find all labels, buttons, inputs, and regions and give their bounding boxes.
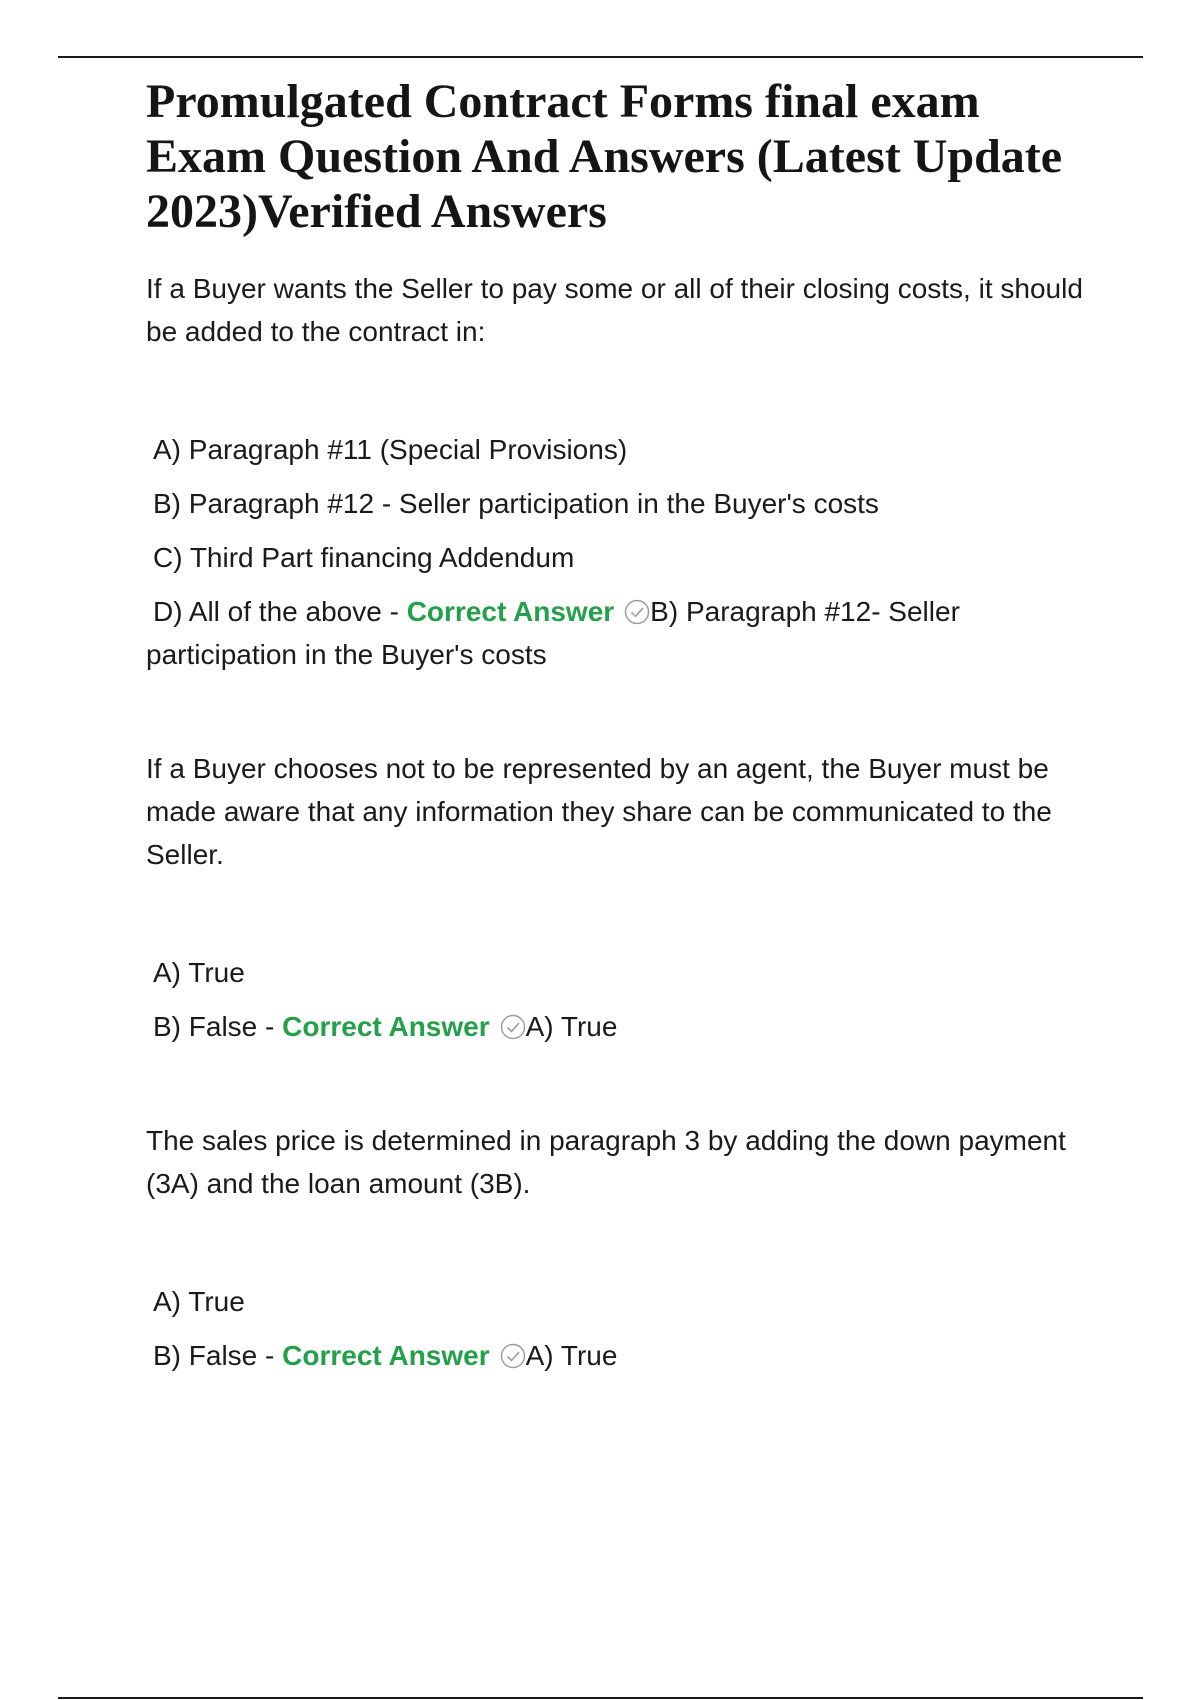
top-rule <box>58 56 1143 58</box>
question-text: The sales price is determined in paragraph 3 by adding the down payment (3A) and the loan amount (3B). <box>146 1125 1066 1199</box>
answer-line <box>146 1005 1086 1048</box>
answer-option: A) True <box>153 957 245 988</box>
correct-answer-label: Correct Answer <box>282 1340 490 1371</box>
correct-answer-text: A) True <box>525 1011 618 1042</box>
question-text: If a Buyer wants the Seller to pay some or all of their closing costs, it should be added to the contract in: <box>146 273 1083 347</box>
answer-line <box>146 1334 1086 1377</box>
document-title: Promulgated Contract Forms final exam Exam Question And Answers (Latest Update 2023)Verified Answers <box>146 75 1063 238</box>
question-block-3 <box>146 1119 1086 1377</box>
question-block-1 <box>146 267 1086 676</box>
bottom-rule <box>58 1697 1143 1699</box>
answer-option: B) Paragraph #12 - Seller participation in the Buyer's costs <box>153 488 879 519</box>
answer-option: B) False - <box>153 1340 283 1371</box>
question-text: If a Buyer chooses not to be represented by an agent, the Buyer must be made aware that any information they share can be communicated to the Seller. <box>146 753 1052 870</box>
check-badge-icon <box>624 599 650 625</box>
document-body <box>146 74 1086 1377</box>
answer-option: C) Third Part financing Addendum <box>153 542 575 573</box>
question-block-2 <box>146 747 1086 1048</box>
check-badge-icon <box>500 1014 526 1040</box>
correct-answer-text: A) True <box>525 1340 618 1371</box>
check-badge-icon <box>500 1343 526 1369</box>
answer-option: B) False - <box>153 1011 283 1042</box>
correct-answer-text: B) Paragraph #12- Seller participation in the Buyer's costs <box>146 596 960 670</box>
correct-answer-label: Correct Answer <box>406 596 615 627</box>
answer-option: D) All of the above - <box>153 596 407 627</box>
answer-option: A) Paragraph #11 (Special Provisions) <box>153 434 628 465</box>
answer-line <box>146 590 1086 676</box>
answer-option: A) True <box>153 1286 245 1317</box>
correct-answer-label: Correct Answer <box>282 1011 490 1042</box>
